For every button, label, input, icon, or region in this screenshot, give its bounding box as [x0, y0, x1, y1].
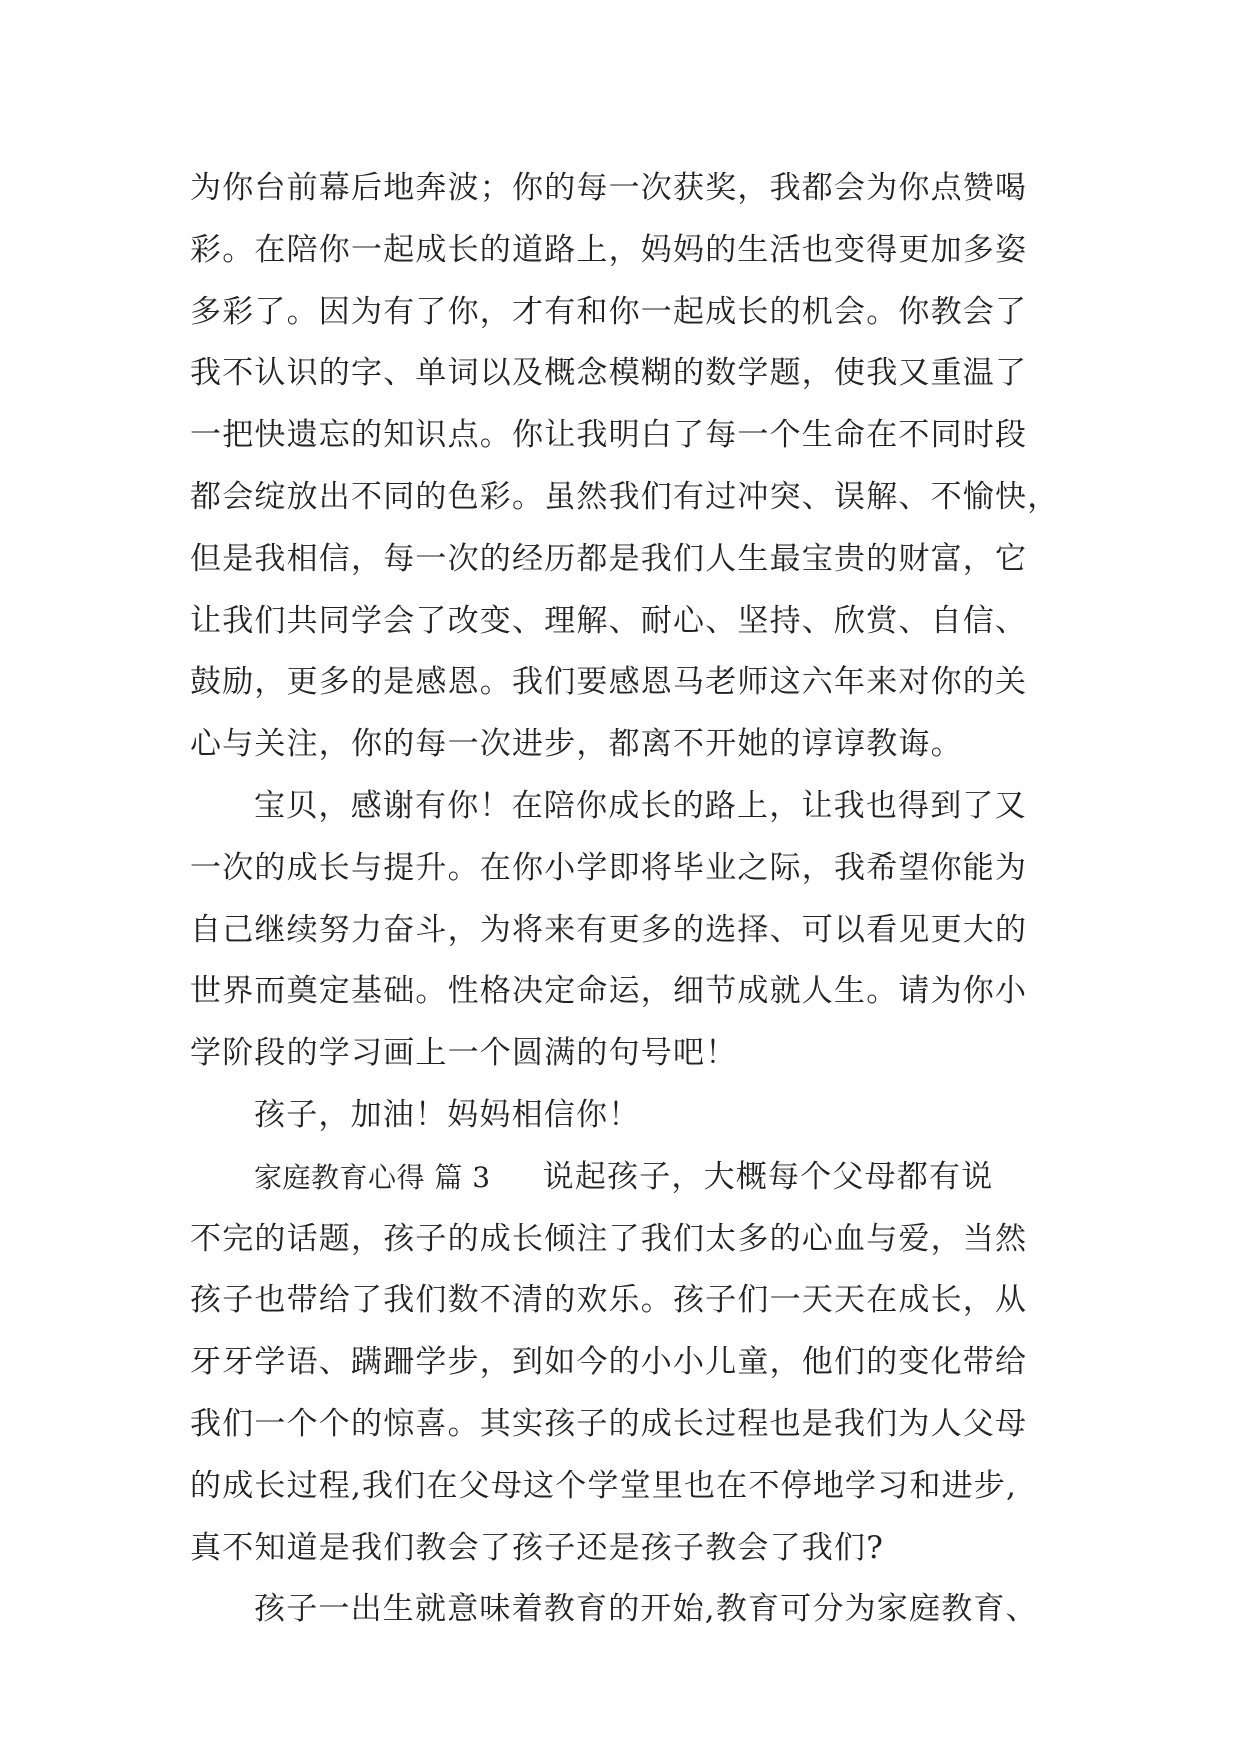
text-line: 我不认识的字、单词以及概念模糊的数学题，使我又重温了	[190, 355, 1028, 392]
text-line: 鼓励，更多的是感恩。我们要感恩马老师这六年来对你的关	[190, 664, 1028, 701]
text-line: 学阶段的学习画上一个圆满的句号吧！	[190, 1035, 738, 1072]
paragraph-first-line: 宝贝，感谢有你！在陪你成长的路上，让我也得到了又	[254, 787, 1027, 824]
text-line: 不完的话题，孩子的成长倾注了我们太多的心血与爱，当然	[190, 1220, 1028, 1257]
text-line: 真不知道是我们教会了孩子还是孩子教会了我们?	[190, 1529, 885, 1566]
text-line: 一把快遗忘的知识点。你让我明白了每一个生命在不同时段	[190, 417, 1028, 454]
text-line: 孩子也带给了我们数不清的欢乐。孩子们一天天在成长，从	[190, 1282, 1028, 1319]
text-line: 牙牙学语、蹒跚学步，到如今的小小儿童，他们的变化带给	[190, 1344, 1028, 1381]
section-first-text: 说起孩子，大概每个父母都有说	[542, 1158, 994, 1195]
section-title: 家庭教育心得 篇 3	[254, 1160, 491, 1194]
text-line: 多彩了。因为有了你，才有和你一起成长的机会。你教会了	[190, 293, 1028, 330]
paragraph-first-line: 孩子一出生就意味着教育的开始,教育可分为家庭教育、	[254, 1591, 1038, 1628]
paragraph-first-line: 孩子，加油！妈妈相信你！	[254, 1096, 641, 1133]
text-line: 的成长过程,我们在父母这个学堂里也在不停地学习和进步,	[190, 1467, 1018, 1504]
text-line: 都会绽放出不同的色彩。虽然我们有过冲突、误解、不愉快，	[190, 478, 1060, 515]
text-line: 彩。在陪你一起成长的道路上，妈妈的生活也变得更加多姿	[190, 231, 1028, 268]
text-line: 我们一个个的惊喜。其实孩子的成长过程也是我们为人父母	[190, 1405, 1028, 1442]
text-line: 自己继续努力奋斗，为将来有更多的选择、可以看见更大的	[190, 911, 1028, 948]
text-line: 心与关注，你的每一次进步，都离不开她的谆谆教诲。	[190, 726, 963, 763]
text-line: 世界而奠定基础。性格决定命运，细节成就人生。请为你小	[190, 973, 1028, 1010]
section-heading-line	[190, 1147, 1070, 1209]
document-body	[190, 158, 1070, 1641]
text-line: 但是我相信，每一次的经历都是我们人生最宝贵的财富，它	[190, 540, 1028, 577]
text-line: 让我们共同学会了改变、理解、耐心、坚持、欣赏、自信、	[190, 602, 1028, 639]
text-line: 一次的成长与提升。在你小学即将毕业之际，我希望你能为	[190, 849, 1028, 886]
text-line: 为你台前幕后地奔波；你的每一次获奖，我都会为你点赞喝	[190, 170, 1028, 206]
